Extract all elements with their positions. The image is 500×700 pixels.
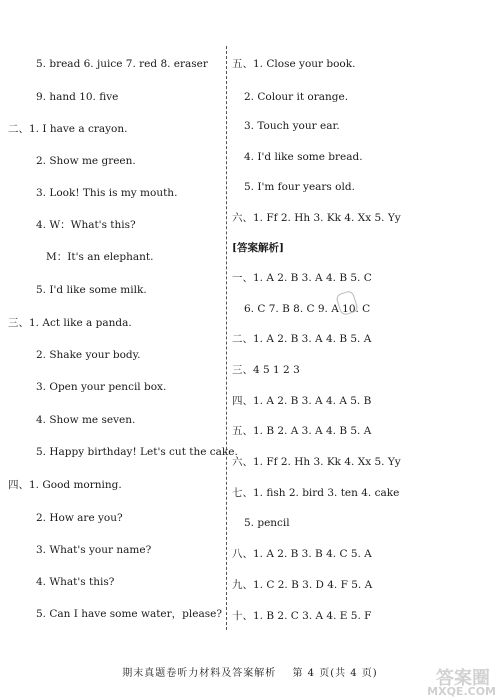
watermark-url: MXQE.COM [427, 685, 496, 698]
text-line: 3. Touch your ear. [244, 120, 340, 132]
answer-analysis-heading: [答案解析] [232, 242, 284, 254]
text-line: 5. Can I have some water，please? [36, 608, 222, 620]
section-heading: 十、1. B 2. C 3. A 4. E 5. F [232, 610, 372, 622]
section-heading: 三、1. Act like a panda. [8, 317, 132, 329]
text-line: 6. C 7. B 8. C 9. A 10. C [244, 303, 371, 315]
text-line: 3. Look! This is my mouth. [36, 187, 178, 199]
page-number: 第 4 页(共 4 页) [292, 668, 378, 679]
text-line: 2. Shake your body. [36, 349, 141, 361]
section-heading: 四、1. Good morning. [8, 479, 122, 491]
text-line: 5. I'm four years old. [244, 181, 355, 193]
text-line: 4. What's this? [36, 576, 115, 588]
right-column [228, 0, 500, 640]
text-line: 3. What's your name? [36, 544, 152, 556]
text-line: 3. Open your pencil box. [36, 381, 167, 393]
column-divider [226, 46, 227, 630]
text-line: 4. Show me seven. [36, 414, 136, 426]
section-heading: 二、1. A 2. B 3. A 4. B 5. A [232, 333, 372, 345]
text-line: 5. bread 6. juice 7. red 8. eraser [36, 58, 208, 70]
text-line: 2. How are you? [36, 512, 123, 524]
left-column [0, 0, 238, 640]
watermark-logo: 答案圈 [436, 668, 490, 689]
section-heading: 六、1. Ff 2. Hh 3. Kk 4. Xx 5. Yy [232, 456, 401, 468]
section-heading: 四、1. A 2. B 3. A 4. A 5. B [232, 395, 372, 407]
section-heading: 五、1. B 2. A 3. A 4. B 5. A [232, 425, 372, 437]
section-heading: 一、1. A 2. B 3. A 4. B 5. C [232, 272, 372, 284]
text-line: 2. Colour it orange. [244, 91, 349, 103]
section-heading: 六、1. Ff 2. Hh 3. Kk 4. Xx 5. Yy [232, 212, 401, 224]
text-line: 4. W：What's this? [36, 219, 136, 231]
text-line: 5. Happy birthday! Let's cut the cake. [36, 446, 238, 458]
text-line: 5. pencil [244, 517, 290, 529]
text-line: 5. I'd like some milk. [36, 284, 147, 296]
section-heading: 三、4 5 1 2 3 [232, 364, 300, 376]
text-line: M：It's an elephant. [46, 251, 154, 263]
section-heading: 九、1. C 2. B 3. D 4. F 5. A [232, 579, 373, 591]
site-watermark [418, 664, 496, 698]
text-line: 4. I'd like some bread. [244, 151, 363, 163]
footer-title: 期末真题卷听力材料及答案解析 [122, 668, 277, 679]
section-heading: 七、1. fish 2. bird 3. ten 4. cake [232, 487, 400, 499]
section-heading: 五、1. Close your book. [232, 58, 356, 70]
text-line: 9. hand 10. five [36, 91, 119, 103]
text-line: 2. Show me green. [36, 155, 136, 167]
section-heading: 二、1. I have a crayon. [8, 123, 128, 135]
section-heading: 八、1. A 2. B 3. B 4. C 5. A [232, 548, 372, 560]
